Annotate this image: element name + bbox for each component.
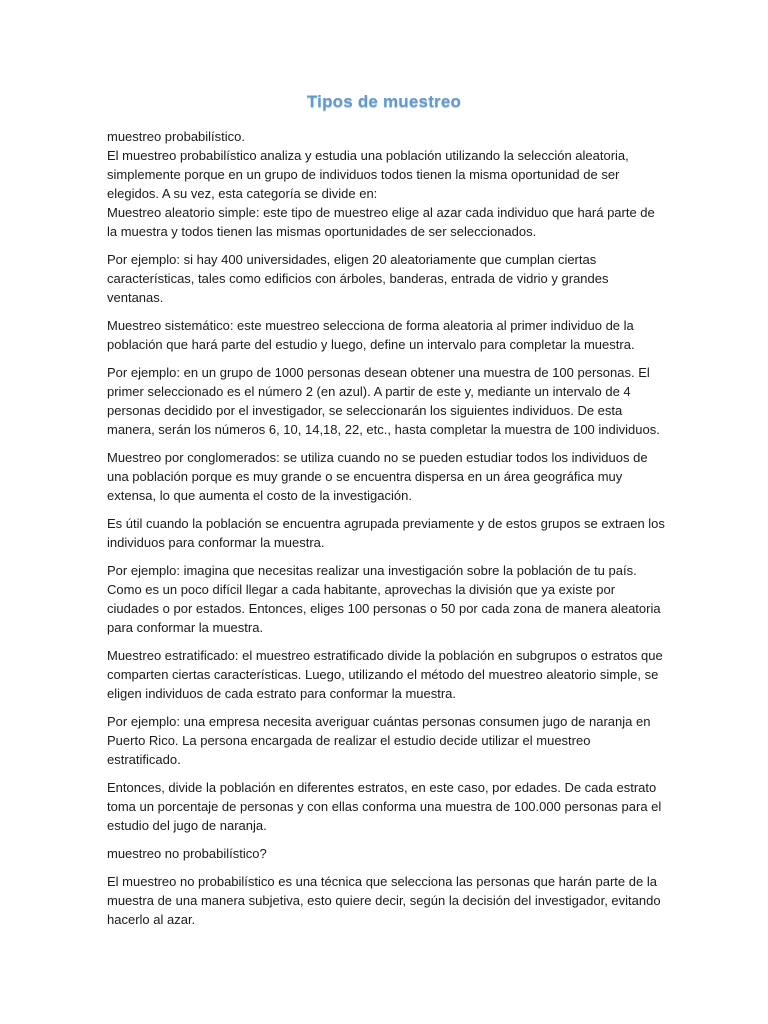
paragraph-8: Por ejemplo: una empresa necesita averiguar cuántas personas consumen jugo de naranja en Puerto Rico. La persona encargada de realizar el estudio decide utilizar el muestreo estratificado. bbox=[107, 714, 651, 767]
paragraph-11: El muestreo no probabilístico es una técnica que selecciona las personas que harán parte de la muestra de una manera subjetiva, esto quiere decir, según la decisión del investigador, evitando hacerlo al azar. bbox=[107, 874, 661, 927]
paragraph-5: Es útil cuando la población se encuentra agrupada previamente y de estos grupos se extraen los individuos para conformar la muestra. bbox=[107, 516, 665, 550]
paragraph-9: Entonces, divide la población en diferentes estratos, en este caso, por edades. De cada estrato toma un porcentaje de personas y con ellas conforma una muestra de 100.000 personas para el estudio del jugo de naranja. bbox=[107, 780, 662, 833]
paragraph-6: Por ejemplo: imagina que necesitas realizar una investigación sobre la población de tu país. Como es un poco difícil llegar a cada habitante, aprovechas la división que ya existe por ciudades o por estados. Entonces, eliges 100 personas o 50 por cada zona de manera aleatoria para conformar la muestra. bbox=[107, 563, 661, 635]
intro-line-2: El muestreo probabilístico analiza y estudia una población utilizando la selección aleatoria, simplemente porque en un grupo de individuos todos tienen la misma oportunidad de ser elegidos. A su vez, esta categoría se divide en: bbox=[107, 148, 629, 201]
document-body bbox=[107, 127, 667, 938]
paragraph-3: Por ejemplo: en un grupo de 1000 personas desean obtener una muestra de 100 personas. El primer seleccionado es el número 2 (en azul). A partir de este y, mediante un intervalo de 4 personas decidido por el investigador, se seleccionarán los siguientes individuos. De esta manera, serán los números 6, 10, 14,18, 22, etc., hasta completar la muestra de 100 individuos. bbox=[107, 365, 660, 437]
paragraph-7: Muestreo estratificado: el muestreo estratificado divide la población en subgrupos o estratos que comparten ciertas características. Luego, utilizando el método del muestreo aleatorio simple, se eligen individuos de cada estrato para conformar la muestra. bbox=[107, 648, 663, 701]
paragraph-1: Por ejemplo: si hay 400 universidades, eligen 20 aleatoriamente que cumplan ciertas características, tales como edificios con árboles, banderas, entrada de vidrio y grandes ventanas. bbox=[107, 252, 609, 305]
intro-line-3: Muestreo aleatorio simple: este tipo de muestreo elige al azar cada individuo que hará parte de la muestra y todos tienen las mismas oportunidades de ser seleccionados. bbox=[107, 205, 655, 239]
intro-line-1: muestreo probabilístico. bbox=[107, 129, 246, 144]
paragraph-2: Muestreo sistemático: este muestreo selecciona de forma aleatoria al primer individuo de la población que hará parte del estudio y luego, define un intervalo para completar la muestra. bbox=[107, 318, 635, 352]
intro-paragraph bbox=[107, 127, 667, 241]
paragraph-4: Muestreo por conglomerados: se utiliza cuando no se pueden estudiar todos los individuos de una población porque es muy grande o se encuentra dispersa en un área geográfica muy extensa, lo que aumenta el costo de la investigación. bbox=[107, 450, 648, 503]
document-title: Tipos de muestreo bbox=[306, 92, 462, 111]
paragraph-10: muestreo no probabilístico? bbox=[107, 846, 267, 861]
